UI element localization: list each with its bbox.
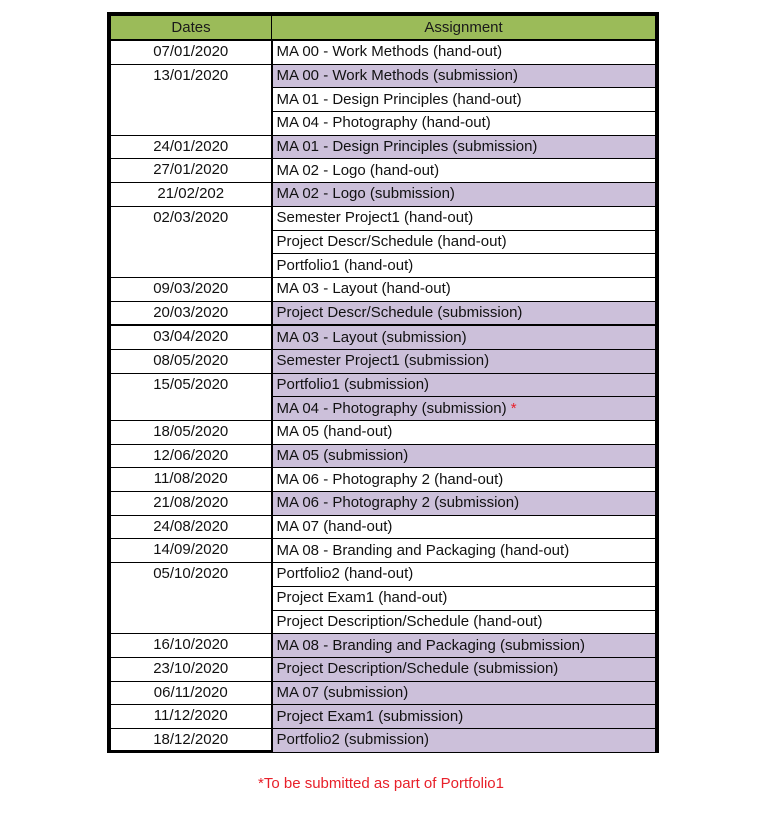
assignment-cell	[272, 657, 656, 681]
date-cell: 18/05/2020	[111, 421, 272, 445]
table-row	[111, 563, 656, 587]
table-row	[111, 421, 656, 445]
assignment-cell	[272, 349, 656, 373]
assignment-text: MA 08 - Branding and Packaging (hand-out)	[276, 541, 570, 559]
assignment-text: MA 04 - Photography (submission)	[276, 399, 507, 417]
assignment-text: MA 03 - Layout (hand-out)	[276, 280, 451, 298]
assignment-cell	[272, 468, 656, 492]
assignment-text: MA 07 (hand-out)	[276, 518, 393, 536]
date-cell: 27/01/2020	[111, 159, 272, 183]
date-cell: 11/12/2020	[111, 705, 272, 729]
assignment-text: Semester Project1 (submission)	[276, 352, 490, 370]
assignment-cell	[272, 610, 656, 634]
assignment-cell	[272, 634, 656, 658]
table-row	[111, 468, 656, 492]
assignment-cell	[272, 539, 656, 563]
assignment-cell	[272, 254, 656, 278]
assignment-cell	[272, 88, 656, 112]
date-cell: 23/10/2020	[111, 657, 272, 681]
assignment-cell	[272, 159, 656, 183]
table-row	[111, 301, 656, 325]
assignment-text: MA 08 - Branding and Packaging (submission)	[276, 636, 585, 654]
date-cell: 03/04/2020	[111, 325, 272, 349]
assignment-cell	[272, 135, 656, 159]
assignment-cell	[272, 230, 656, 254]
assignment-text: Portfolio2 (hand-out)	[276, 565, 414, 583]
assignment-text: Project Exam1 (submission)	[276, 707, 464, 725]
assignment-cell	[272, 681, 656, 705]
date-cell: 09/03/2020	[111, 277, 272, 301]
table-row	[111, 657, 656, 681]
date-cell: 16/10/2020	[111, 634, 272, 658]
asterisk-marker: *	[510, 399, 517, 417]
assignment-text: Portfolio1 (submission)	[276, 375, 430, 393]
table-row	[111, 728, 656, 752]
date-cell: 24/01/2020	[111, 135, 272, 159]
assignment-cell	[272, 301, 656, 325]
date-cell: 02/03/2020	[111, 206, 272, 277]
assignment-text: MA 02 - Logo (hand-out)	[276, 161, 440, 179]
table-row	[111, 349, 656, 373]
assignment-text: Project Descr/Schedule (hand-out)	[276, 232, 507, 250]
table-row	[111, 515, 656, 539]
table-row	[111, 135, 656, 159]
assignment-text: MA 01 - Design Principles (hand-out)	[276, 90, 522, 108]
assignment-text: MA 04 - Photography (hand-out)	[276, 114, 491, 132]
date-cell: 18/12/2020	[111, 728, 272, 752]
assignment-cell	[272, 728, 656, 752]
header-row	[111, 16, 656, 41]
footnote: *To be submitted as part of Portfolio1	[258, 775, 504, 792]
assignment-schedule-table	[107, 12, 659, 753]
assignment-text: MA 00 - Work Methods (submission)	[276, 67, 518, 85]
table-row	[111, 183, 656, 207]
date-cell: 14/09/2020	[111, 539, 272, 563]
assignment-text: Project Descr/Schedule (submission)	[276, 303, 523, 321]
table-row	[111, 634, 656, 658]
assignment-cell	[272, 444, 656, 468]
table-row	[111, 40, 656, 64]
assignment-text: MA 02 - Logo (submission)	[276, 185, 455, 203]
assignment-text: Portfolio2 (submission)	[276, 731, 430, 749]
table-row	[111, 64, 656, 88]
table-row	[111, 277, 656, 301]
assignment-cell	[272, 64, 656, 88]
assignment-text: MA 03 - Layout (submission)	[276, 328, 467, 346]
date-cell: 08/05/2020	[111, 349, 272, 373]
assignment-text: MA 06 - Photography 2 (submission)	[276, 494, 520, 512]
schedule-body	[111, 40, 656, 752]
date-cell: 20/03/2020	[111, 301, 272, 325]
table-row	[111, 159, 656, 183]
assignment-text: MA 01 - Design Principles (submission)	[276, 138, 538, 156]
assignment-cell	[272, 183, 656, 207]
date-cell: 12/06/2020	[111, 444, 272, 468]
schedule-grid	[110, 15, 656, 753]
assignment-cell	[272, 515, 656, 539]
date-cell: 15/05/2020	[111, 373, 272, 420]
assignment-text: Project Description/Schedule (hand-out)	[276, 612, 543, 630]
date-cell: 11/08/2020	[111, 468, 272, 492]
assignment-text: MA 07 (submission)	[276, 683, 409, 701]
assignment-cell	[272, 563, 656, 587]
assignment-text: Semester Project1 (hand-out)	[276, 209, 474, 227]
table-row	[111, 444, 656, 468]
assignment-cell	[272, 277, 656, 301]
dates-header: Dates	[111, 16, 272, 41]
assignment-cell	[272, 112, 656, 136]
assignment-text: Project Exam1 (hand-out)	[276, 589, 448, 607]
assignment-cell	[272, 325, 656, 349]
table-row	[111, 681, 656, 705]
assignment-text: MA 06 - Photography 2 (hand-out)	[276, 470, 504, 488]
date-cell: 05/10/2020	[111, 563, 272, 634]
assignment-cell	[272, 492, 656, 516]
assignment-cell	[272, 586, 656, 610]
table-row	[111, 539, 656, 563]
assignment-text: MA 05 (submission)	[276, 447, 409, 465]
assignment-text: MA 05 (hand-out)	[276, 423, 393, 441]
table-row	[111, 705, 656, 729]
date-cell: 21/02/202	[111, 183, 272, 207]
date-cell: 24/08/2020	[111, 515, 272, 539]
assignment-text: MA 00 - Work Methods (hand-out)	[276, 43, 503, 61]
assignment-cell	[272, 421, 656, 445]
assignment-cell	[272, 397, 656, 421]
date-cell: 13/01/2020	[111, 64, 272, 135]
date-cell: 07/01/2020	[111, 40, 272, 64]
table-row	[111, 492, 656, 516]
assignment-cell	[272, 373, 656, 397]
table-row	[111, 206, 656, 230]
assignment-text: Project Description/Schedule (submission)	[276, 660, 559, 678]
table-row	[111, 373, 656, 397]
date-cell: 06/11/2020	[111, 681, 272, 705]
assignment-header: Assignment	[272, 16, 656, 41]
date-cell: 21/08/2020	[111, 492, 272, 516]
assignment-text: Portfolio1 (hand-out)	[276, 256, 414, 274]
assignment-cell	[272, 40, 656, 64]
table-row	[111, 325, 656, 349]
assignment-cell	[272, 705, 656, 729]
assignment-cell	[272, 206, 656, 230]
